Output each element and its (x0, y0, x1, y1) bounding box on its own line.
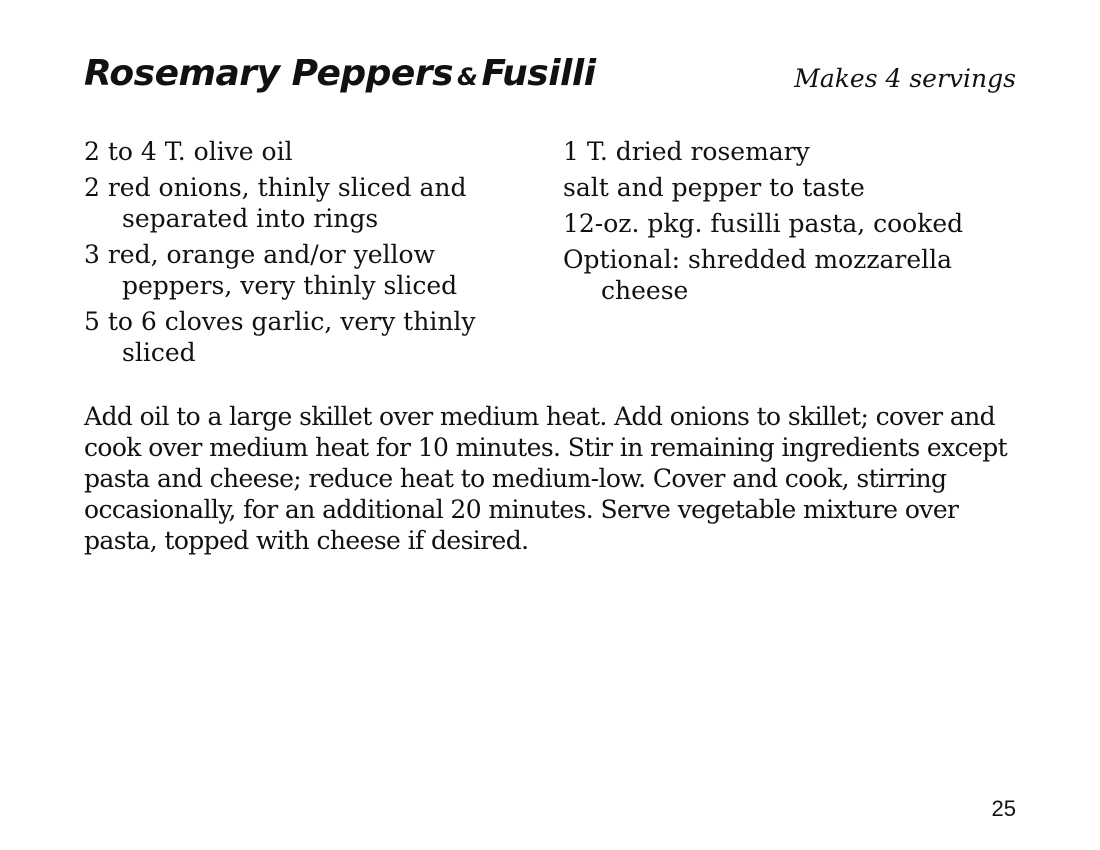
ingredient-item: 2 to 4 T. olive oil (84, 137, 293, 166)
ingredient-item: 1 T. dried rosemary (563, 137, 810, 166)
page-number: 25 (991, 796, 1016, 821)
recipe-title (84, 50, 596, 101)
recipe-title-pasta: Fusilli (481, 53, 596, 94)
recipe-directions: Add oil to a large skillet over medium heat. Add onions to skillet; cover and cook over medium heat for 10 minutes. Stir in remaining ingredients except pasta and cheese; reduce heat to medium-low. Cover and cook, stirring occasionally, for an additional 20 minutes. Serve vegetable mixture over pasta, topped with cheese if desired. (84, 402, 1008, 555)
recipe-title-main: Rosemary Peppers (84, 53, 454, 94)
ingredient-item: salt and pepper to taste (563, 173, 865, 202)
ingredient-item: 3 red, orange and/or yellow peppers, very thinly sliced (84, 240, 458, 300)
ingredient-item: 5 to 6 cloves garlic, very thinly sliced (84, 307, 476, 367)
ingredients-list-left (84, 136, 504, 373)
ingredients-list-right (563, 136, 1033, 311)
ingredient-item: 12-oz. pkg. fusilli pasta, cooked (563, 209, 964, 238)
ingredient-item: 2 red onions, thinly sliced and separated into rings (84, 173, 467, 233)
ingredient-item: Optional: shredded mozzarella cheese (563, 245, 953, 305)
servings-note: Makes 4 servings (794, 64, 1016, 93)
recipe-title-ampersand: & (457, 63, 478, 91)
